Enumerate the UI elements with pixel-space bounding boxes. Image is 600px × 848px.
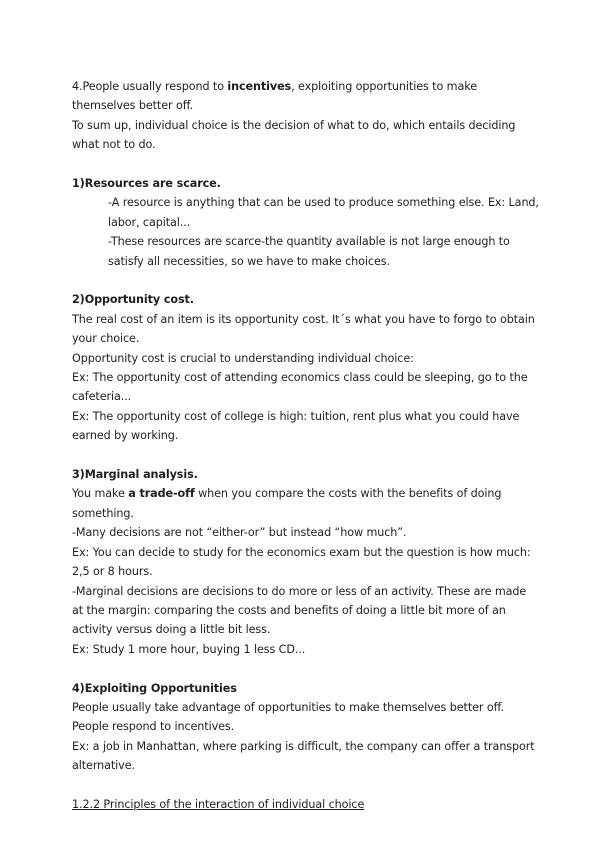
exploiting-opportunities-line: People respond to incentives. — [72, 720, 235, 734]
trade-off-term: a trade-off — [128, 487, 195, 501]
marginal-analysis-line: -Marginal decisions are decisions to do more or less of an activity. These are made at the margin: comparing the costs and benefits of doing a little bit more of an activity versus doing a little bit less. — [72, 584, 527, 637]
opportunity-cost-line: Ex: The opportunity cost of college is high: tuition, rent plus what you could have earned by working. — [72, 409, 520, 443]
intro-point-4: 4.People usually respond to incentives, exploiting opportunities to make themselves better off. — [72, 80, 477, 113]
sum-up-paragraph: To sum up, individual choice is the decision of what to do, which entails deciding what not to do. — [72, 118, 516, 152]
trade-off-line: You make a trade-off when you compare the costs with the benefits of doing something. — [72, 487, 502, 520]
section-heading-opportunity-cost: 2)Opportunity cost. — [72, 293, 194, 307]
exploiting-opportunities-line: People usually take advantage of opportunities to make themselves better off. — [72, 700, 504, 714]
exploiting-opportunities-line: Ex: a job in Manhattan, where parking is difficult, the company can offer a transport alternative. — [72, 739, 535, 773]
opportunity-cost-line: Opportunity cost is crucial to understanding individual choice: — [72, 351, 414, 365]
incentives-term: incentives — [227, 80, 292, 93]
section-heading-marginal-analysis: 3)Marginal analysis. — [72, 468, 198, 482]
resources-item: -A resource is anything that can be used to produce something else. Ex: Land, labor, capital... — [108, 196, 539, 229]
resources-item: -These resources are scarce-the quantity available is not large enough to satisfy all necessities, so we have to make choices. — [108, 235, 510, 268]
subsection-title: 1.2.2 Principles of the interaction of individual choice — [72, 797, 365, 811]
marginal-analysis-line: Ex: Study 1 more hour, buying 1 less CD... — [72, 642, 306, 656]
resources-list — [72, 193, 540, 271]
marginal-analysis-line: Ex: You can decide to study for the economics exam but the question is how much: 2,5 or 8 hours. — [72, 545, 531, 579]
opportunity-cost-line: The real cost of an item is its opportunity cost. It´s what you have to forgo to obtain your choice. — [72, 312, 535, 346]
section-heading-exploiting-opportunities: 4)Exploiting Opportunities — [72, 681, 237, 695]
marginal-analysis-line: -Many decisions are not “either-or” but instead “how much”. — [72, 526, 407, 540]
section-heading-resources: 1)Resources are scarce. — [72, 177, 221, 191]
opportunity-cost-line: Ex: The opportunity cost of attending economics class could be sleeping, go to the cafeteria... — [72, 371, 528, 404]
